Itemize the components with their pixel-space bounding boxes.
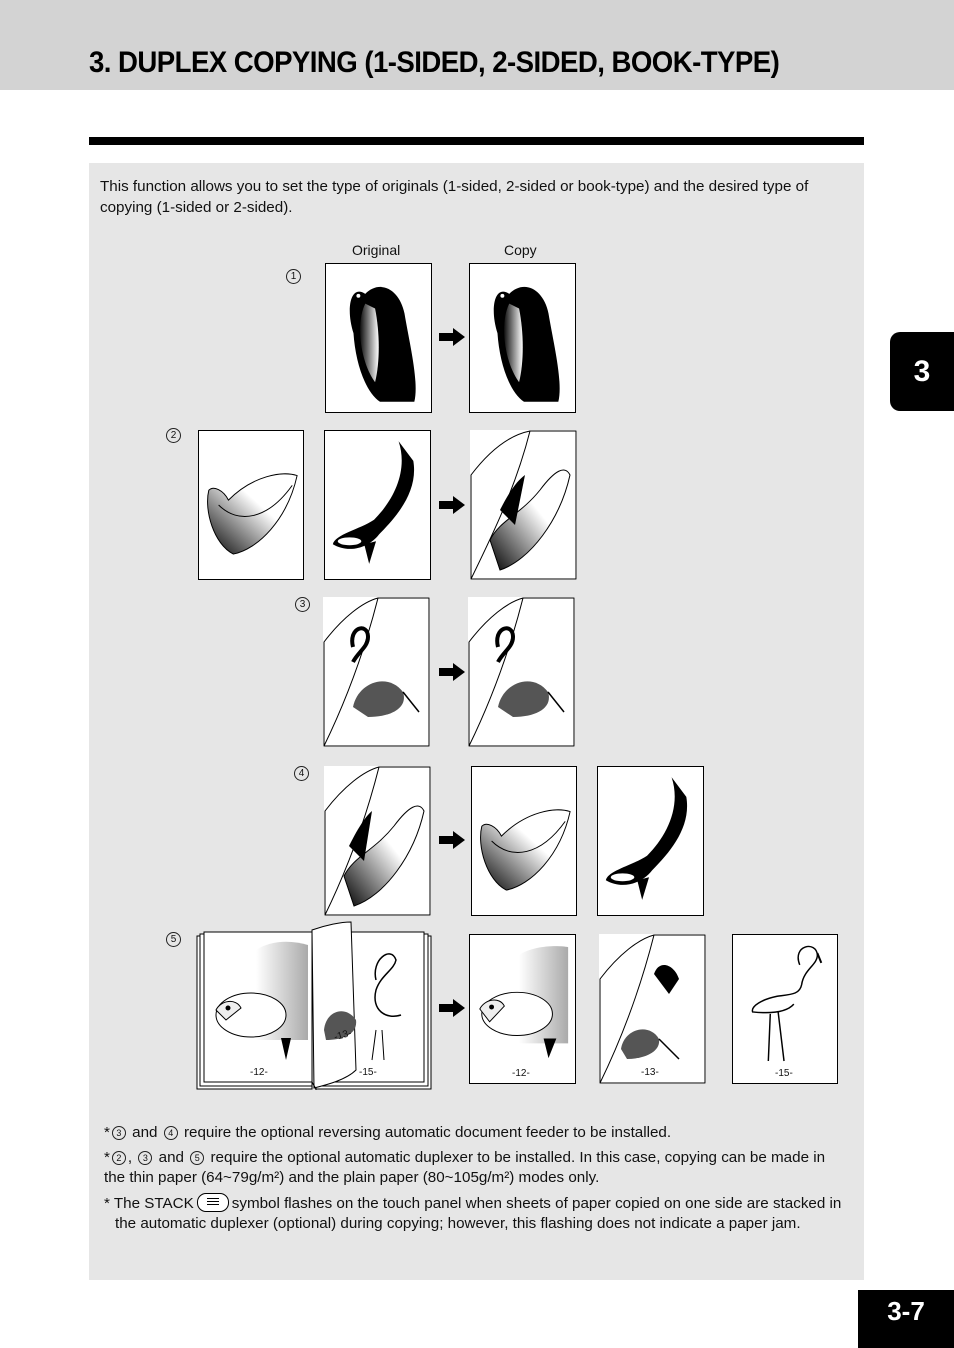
note-star: *	[104, 1124, 110, 1141]
note-3	[104, 1193, 844, 1234]
arrow-right-icon	[439, 663, 465, 681]
note-and: and	[132, 1124, 158, 1141]
note-marker: 3	[112, 1126, 126, 1140]
note-marker: 3	[138, 1151, 152, 1165]
note-star: *	[104, 1149, 110, 1166]
copy-page-curled	[470, 430, 577, 580]
chapter-tab: 3	[890, 332, 954, 411]
original-label: Original	[352, 242, 401, 258]
note-text: require the optional reversing automatic document feeder to be installed.	[183, 1124, 672, 1141]
original-page-orca	[324, 430, 431, 580]
note-1	[104, 1123, 844, 1143]
copy-page-number-c: -15-	[775, 1068, 793, 1079]
parrot-illustration	[470, 935, 575, 1083]
copy-page-parrot	[469, 934, 576, 1084]
copy-page-curled-kiwi	[599, 934, 706, 1084]
open-book-illustration	[196, 920, 432, 1092]
note-marker: 4	[164, 1126, 178, 1140]
original-page-shark	[198, 430, 304, 580]
original-page-curled-shark	[324, 766, 431, 916]
book-middle-page-number: -13-	[332, 1027, 353, 1044]
arrow-right-icon	[439, 496, 465, 514]
curled-page-illustration	[470, 430, 577, 580]
shark-illustration	[472, 767, 576, 915]
curled-page-illustration	[324, 766, 431, 916]
marker-4: 4	[294, 766, 309, 781]
intro-text: This function allows you to set the type of originals (1-sided, 2-sided or book-type) and the desired type of copying (1-sided or 2-sided).	[100, 178, 809, 216]
original-book	[196, 920, 432, 1092]
marker-2: 2	[166, 428, 181, 443]
arrow-right-icon	[439, 831, 465, 849]
copy-page-number-a: -12-	[512, 1068, 530, 1079]
penguin-illustration	[470, 264, 575, 412]
book-left-page-number: -12-	[250, 1067, 268, 1078]
copy-label: Copy	[504, 242, 537, 258]
title-rule	[89, 137, 864, 145]
marker-3: 3	[295, 597, 310, 612]
marker-5: 5	[166, 932, 181, 947]
copy-page-flamingo-kiwi	[468, 597, 575, 747]
note-marker: 2	[112, 1151, 126, 1165]
orca-illustration	[598, 767, 703, 915]
copy-page-shark	[471, 766, 577, 916]
flamingo-illustration	[733, 935, 837, 1083]
note-and: and	[158, 1149, 184, 1166]
flamingo-kiwi-illustration	[468, 597, 575, 747]
shark-illustration	[199, 431, 303, 579]
original-page-penguin	[325, 263, 432, 413]
copy-page-flamingo	[732, 934, 838, 1084]
book-right-page-number: -15-	[359, 1067, 377, 1078]
note-marker: 5	[190, 1151, 204, 1165]
notes	[104, 1123, 844, 1239]
arrow-right-icon	[439, 328, 465, 346]
note-2	[104, 1148, 844, 1188]
orca-illustration	[325, 431, 430, 579]
note-prefix: * The STACK	[104, 1195, 194, 1212]
arrow-right-icon	[439, 999, 465, 1017]
copy-page-penguin	[469, 263, 576, 413]
marker-1: 1	[286, 269, 301, 284]
page-title: 3. DUPLEX COPYING (1-SIDED, 2-SIDED, BOOK-TYPE)	[89, 46, 780, 79]
flamingo-kiwi-illustration	[323, 597, 430, 747]
stack-icon	[197, 1193, 229, 1212]
page-number: 3-7	[858, 1290, 954, 1348]
copy-page-orca	[597, 766, 704, 916]
curled-page-illustration	[599, 934, 706, 1084]
note-text: require the optional automatic duplexer to be installed. In this case, copying can be made in the thin paper (64~79g/m²) and the plain paper (80~105g/m²) modes only.	[104, 1149, 826, 1186]
original-page-flamingo-kiwi	[323, 597, 430, 747]
copy-page-number-b: -13-	[641, 1067, 659, 1078]
note-comma: ,	[127, 1149, 133, 1166]
penguin-illustration	[326, 264, 431, 412]
note-text: symbol flashes on the touch panel when sheets of paper copied on one side are stacked in the automatic duplexer (optional) during copying; however, this flashing does not indicate a paper jam.	[115, 1195, 842, 1232]
